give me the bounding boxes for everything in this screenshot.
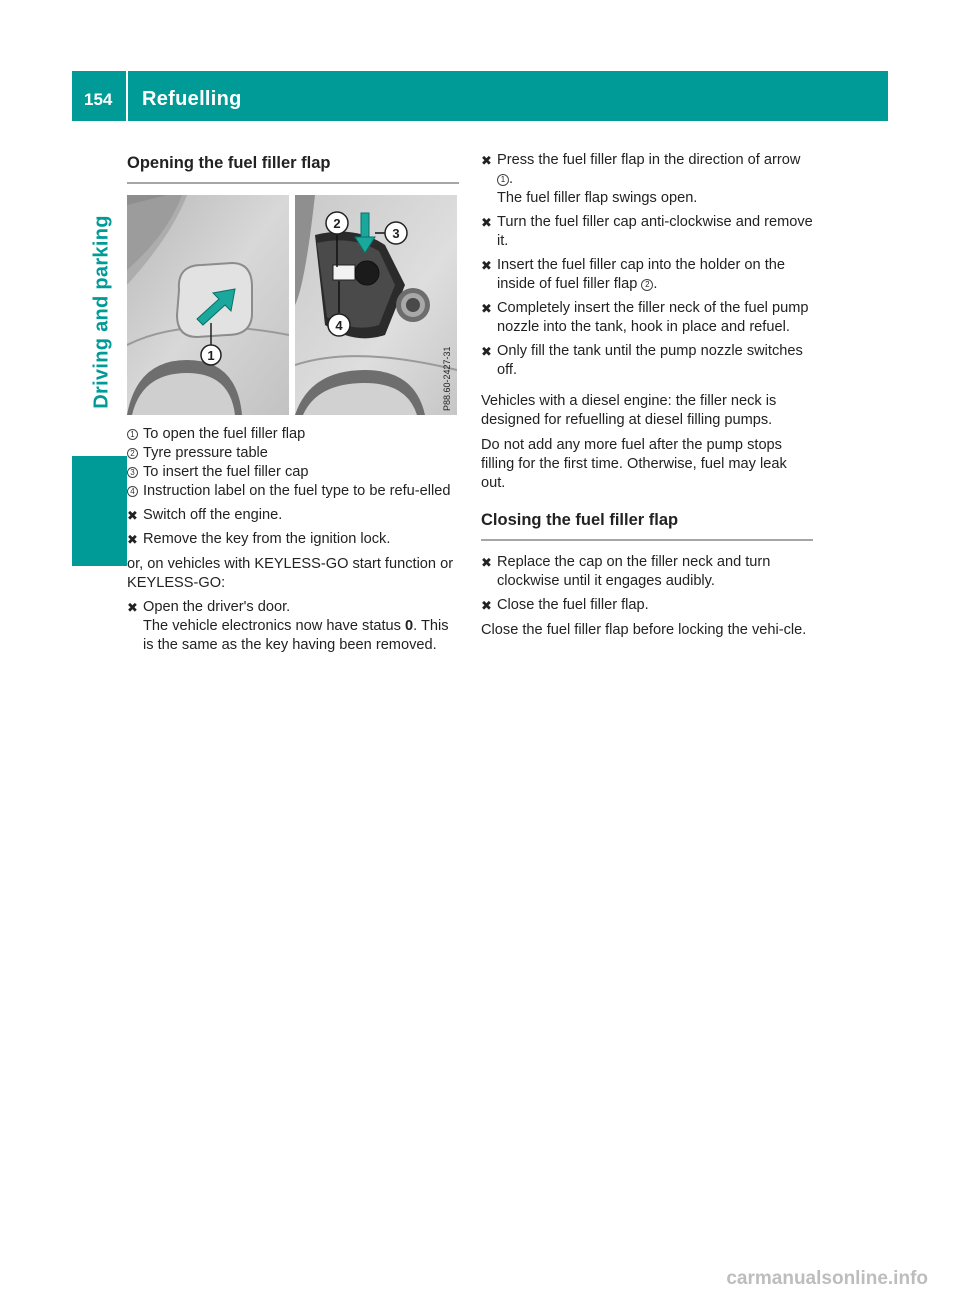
legend-item — [127, 463, 459, 482]
callout-2: 2 — [333, 216, 341, 231]
step-result-cont: . This is the same as the key having been removed. — [143, 618, 449, 653]
step-arrow-icon: ✖ — [127, 508, 138, 523]
page-header — [72, 71, 888, 121]
fuel-flap-illustration — [127, 195, 457, 415]
legend-item — [127, 444, 459, 463]
step-arrow-icon: ✖ — [481, 258, 492, 273]
section-heading-closing: Closing the fuel filler flap — [481, 507, 813, 541]
step-arrow-icon: ✖ — [481, 153, 492, 168]
step-arrow-icon: ✖ — [127, 532, 138, 547]
watermark-text: carmanualsonline.info — [726, 1268, 928, 1289]
callout-4: 4 — [335, 318, 343, 333]
step-arrow-icon: ✖ — [481, 344, 492, 359]
step-text: Only fill the tank until the pump nozzle switches off. — [497, 343, 803, 378]
step-text: Switch off the engine. — [143, 507, 283, 523]
legend-number: 4 — [127, 486, 138, 497]
instruction-step: ✖ Insert the fuel filler cap into the holder on the inside of fuel filler flap 2 . — [481, 257, 785, 292]
instruction-step — [127, 598, 459, 655]
step-arrow-icon: ✖ — [481, 555, 492, 570]
header-divider — [126, 71, 128, 121]
figure-panel-left — [127, 195, 289, 415]
legend-text: To insert the fuel filler cap — [143, 464, 309, 480]
legend-text: To open the fuel filler flap — [143, 426, 306, 442]
instruction-step — [481, 553, 813, 591]
step-text: Completely insert the filler neck of the fuel pump nozzle into the tank, hook in place and refuel. — [497, 300, 809, 335]
inline-callout: 2 — [641, 279, 653, 291]
step-text: Open the driver's door. — [143, 599, 291, 615]
callout-3: 3 — [392, 226, 400, 241]
instruction-step — [481, 299, 813, 337]
figure-panel-right — [295, 195, 457, 415]
step-text: Replace the cap on the filler neck and turn clockwise until it engages audibly. — [497, 554, 771, 589]
paragraph: Do not add any more fuel after the pump stops filling for the first time. Otherwise, fuel may leak out. — [481, 437, 787, 491]
paragraph: or, on vehicles with KEYLESS-GO start function or KEYLESS-GO: — [127, 556, 454, 591]
legend-number: 1 — [127, 429, 138, 440]
section-heading-opening: Opening the fuel filler flap — [127, 150, 459, 184]
right-column — [481, 151, 813, 640]
status-value: 0 — [405, 618, 414, 634]
instruction-step — [127, 506, 459, 525]
step-arrow-icon: ✖ — [481, 301, 492, 316]
left-column — [127, 150, 459, 655]
step-arrow-icon: ✖ — [481, 598, 492, 613]
step-text: Insert the fuel filler cap into the holder on the inside of fuel filler flap — [497, 257, 785, 292]
step-text: Press the fuel filler flap in the direction of arrow — [497, 152, 801, 168]
instruction-step — [481, 213, 813, 251]
step-arrow-icon: ✖ — [127, 600, 138, 615]
legend-number: 2 — [127, 448, 138, 459]
instruction-step — [127, 530, 459, 549]
paragraph: Close the fuel filler flap before locking the vehi-cle. — [481, 622, 807, 638]
instruction-step — [481, 596, 813, 615]
inline-callout: 1 — [497, 174, 509, 186]
step-text: Turn the fuel filler cap anti-clockwise and remove it. — [497, 214, 813, 249]
legend-item — [127, 425, 459, 444]
callout-1: 1 — [207, 348, 215, 363]
step-result: The vehicle electronics now have status — [143, 618, 406, 634]
figure-legend — [127, 425, 459, 501]
legend-item — [127, 482, 459, 501]
legend-number: 3 — [127, 467, 138, 478]
instruction-step — [481, 342, 813, 380]
page-number: 154 — [84, 90, 113, 109]
step-text: Remove the key from the ignition lock. — [143, 531, 391, 547]
step-text: Close the fuel filler flap. — [497, 597, 649, 613]
step-result: The fuel filler flap swings open. — [497, 190, 698, 206]
paragraph: Vehicles with a diesel engine: the filler neck is designed for refuelling at diesel filling pumps. — [481, 393, 777, 428]
side-tab-block — [72, 456, 127, 566]
figure-code: P88.60-2427-31 — [442, 346, 452, 411]
instruction-step: ✖ Press the fuel filler flap in the direction of arrow 1 . The fuel filler flap swings open. — [481, 152, 801, 206]
legend-text: Tyre pressure table — [143, 445, 268, 461]
header-title: Refuelling — [142, 88, 242, 110]
step-arrow-icon: ✖ — [481, 215, 492, 230]
side-tab-label: Driving and parking — [90, 215, 113, 409]
legend-text: Instruction label on the fuel type to be refu-elled — [143, 483, 451, 499]
